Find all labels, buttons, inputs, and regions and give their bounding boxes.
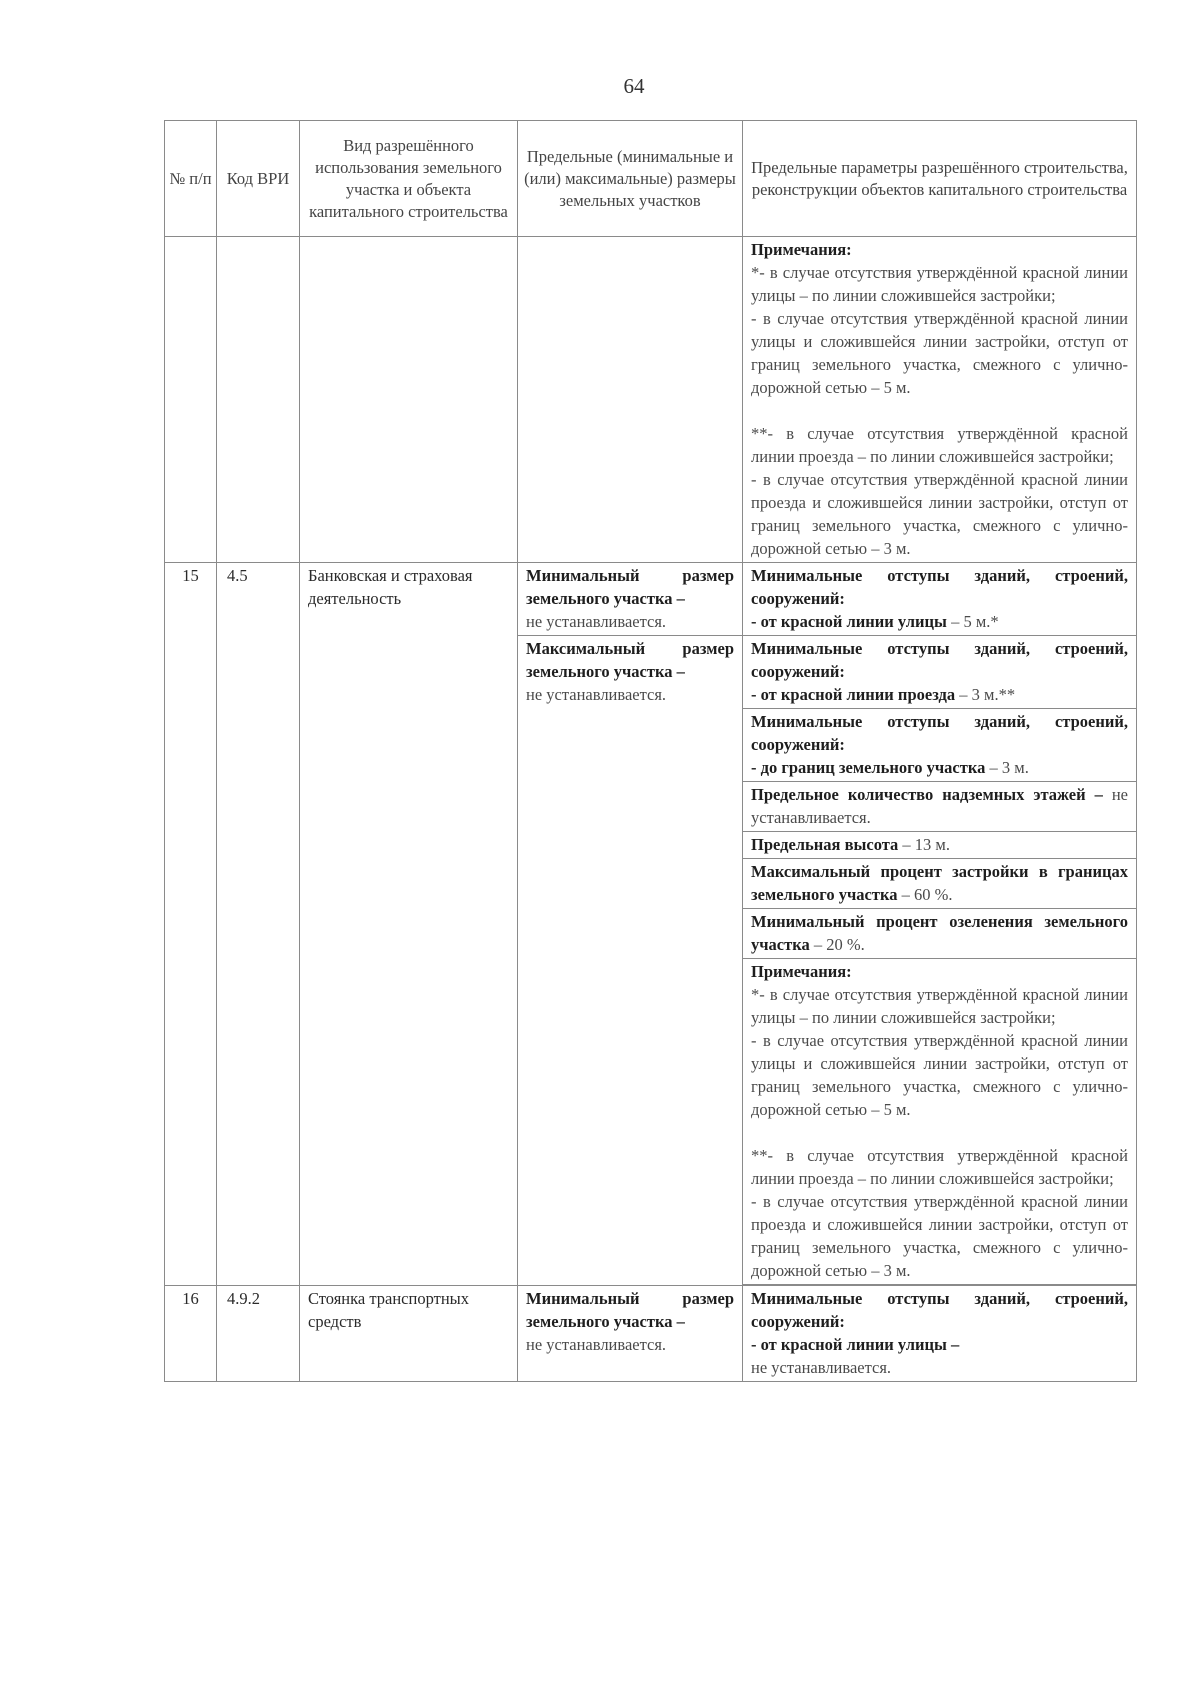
param-street-setback [743, 563, 1137, 636]
notes-cell-continued [743, 237, 1137, 563]
max-size-label: Максимальный размер земельного участка – [526, 639, 734, 681]
header-row [165, 121, 1137, 237]
param-value: – 3 м. [985, 758, 1029, 777]
min-size-label: Минимальный размер земельного участка – [526, 566, 734, 608]
param-floors [743, 782, 1137, 832]
note-text: *- в случае отсутствия утверждённой красной линии улицы – по линии сложившейся застройки; [751, 263, 1128, 305]
min-size-cell [518, 1286, 743, 1382]
param-value: не устанавливается. [751, 785, 1128, 827]
param-heading: Минимальный процент озеленения земельного участка [751, 912, 1128, 954]
max-size-value: не устанавливается. [526, 685, 667, 704]
param-value: – 13 м. [898, 835, 950, 854]
row-number: 15 [165, 563, 217, 1286]
row-number: 16 [165, 1286, 217, 1382]
param-heading: Минимальные отступы зданий, строений, сооружений: [751, 712, 1128, 754]
param-value: – 20 %. [809, 935, 865, 954]
param-heading: Предельная высота [751, 835, 899, 854]
note-text: **- в случае отсутствия утверждённой красной линии проезда – по линии сложившейся застройки; [751, 1146, 1128, 1188]
row-code: 4.5 [217, 563, 300, 1286]
table-row-16 [165, 1286, 1137, 1382]
note-text: - в случае отсутствия утверждённой красной линии улицы и сложившейся линии застройки, отступ от границ земельного участка, смежного с улично-дорожной сетью – 5 м. [751, 1031, 1128, 1119]
min-size-label: Минимальный размер земельного участка – [526, 1289, 734, 1331]
zoning-table [164, 120, 1137, 1382]
param-value: – 5 м.* [946, 612, 999, 631]
note-text: **- в случае отсутствия утверждённой красной линии проезда – по линии сложившейся застройки; [751, 424, 1128, 466]
cell-empty [518, 237, 743, 563]
cell-empty [165, 237, 217, 563]
param-height [743, 832, 1137, 859]
max-size-cell [518, 636, 743, 1286]
min-size-cell [518, 563, 743, 636]
param-heading: Предельное количество надземных этажей – [751, 785, 1103, 804]
param-heading: Максимальный процент застройки в границах земельного участка [751, 862, 1128, 904]
param-build-percent [743, 859, 1137, 909]
param-green-percent [743, 909, 1137, 959]
param-line: - от красной линии улицы – [751, 1335, 960, 1354]
cell-empty [300, 237, 518, 563]
param-line: - от красной линии улицы [751, 612, 947, 631]
param-value: – 3 м.** [955, 685, 1016, 704]
header-params: Предельные параметры разрешённого строительства, реконструкции объектов капитального строительства [743, 121, 1137, 237]
min-size-value: не устанавливается. [526, 1335, 667, 1354]
param-value: не устанавливается. [751, 1358, 892, 1377]
param-heading: Минимальные отступы зданий, строений, сооружений: [751, 639, 1128, 681]
param-heading: Минимальные отступы зданий, строений, сооружений: [751, 1289, 1128, 1331]
note-text: *- в случае отсутствия утверждённой красной линии улицы – по линии сложившейся застройки; [751, 985, 1128, 1027]
row-code: 4.9.2 [217, 1286, 300, 1382]
header-sizes: Предельные (минимальные и (или) максимальные) размеры земельных участков [518, 121, 743, 237]
notes-title: Примечания: [751, 962, 852, 981]
note-text: - в случае отсутствия утверждённой красной линии проезда и сложившейся линии застройки, отступ от границ земельного участка, смежного с улично-дорожной сетью – 3 м. [751, 1192, 1128, 1280]
notes-title: Примечания: [751, 240, 852, 259]
min-size-value: не устанавливается. [526, 612, 667, 631]
param-line: - от красной линии проезда [751, 685, 956, 704]
param-value: – 60 %. [897, 885, 953, 904]
param-drive-setback [743, 636, 1137, 709]
note-text: - в случае отсутствия утверждённой красной линии проезда и сложившейся линии застройки, отступ от границ земельного участка, смежного с улично-дорожной сетью – 3 м. [751, 470, 1128, 558]
param-line: - до границ земельного участка [751, 758, 986, 777]
param-border-setback [743, 709, 1137, 782]
cell-empty [217, 237, 300, 563]
param-heading: Минимальные отступы зданий, строений, сооружений: [751, 566, 1128, 608]
table-row-continuation [165, 237, 1137, 563]
header-kind: Вид разрешённого использования земельного участка и объекта капитального строительства [300, 121, 518, 237]
page-number: 64 [623, 74, 645, 98]
param-street-setback [743, 1286, 1137, 1382]
notes-cell [743, 959, 1137, 1285]
header-num: № п/п [165, 121, 217, 237]
note-text: - в случае отсутствия утверждённой красной линии улицы и сложившейся линии застройки, отступ от границ земельного участка, смежного с улично-дорожной сетью – 5 м. [751, 309, 1128, 397]
row-kind: Стоянка транспортных средств [300, 1286, 518, 1382]
table-row-15 [165, 563, 1137, 636]
row-kind: Банковская и страховая деятельность [300, 563, 518, 1286]
header-code: Код ВРИ [217, 121, 300, 237]
